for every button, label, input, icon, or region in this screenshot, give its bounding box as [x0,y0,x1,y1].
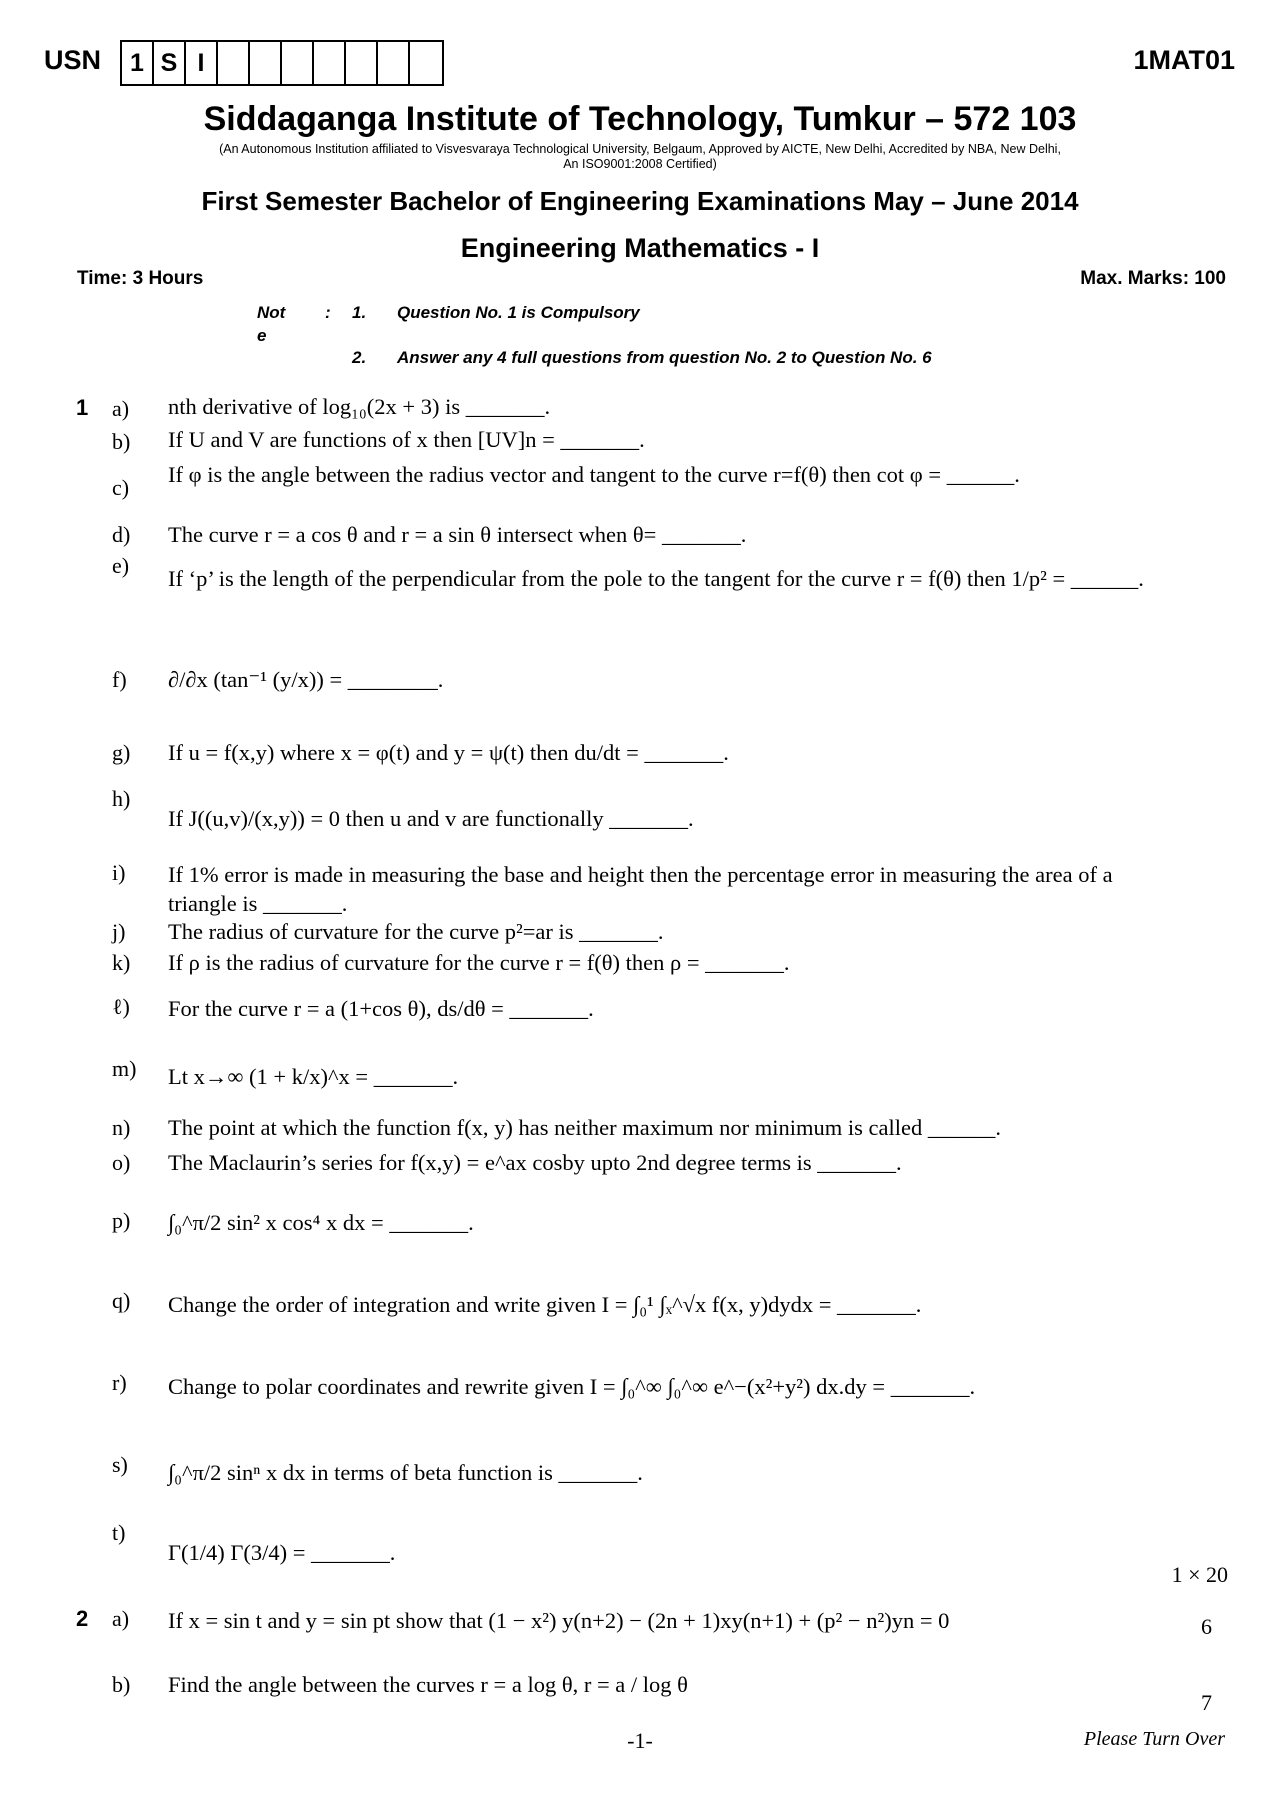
part-label: s) [112,1452,128,1477]
question-text: The radius of curvature for the curve p²=ar is _______. [168,919,664,944]
question-text: If φ is the angle between the radius vector and tangent to the curve r=f(θ) then cot φ = ______. [168,462,1020,487]
usn-box [346,42,378,84]
note-label-a: Not [257,303,286,322]
question-text: Γ(1/4) Γ(3/4) = _______. [168,1540,396,1565]
question-text: Change the order of integration and write given I = ∫₀¹ ∫ₓ^√x f(x, y)dydx = _______. [168,1292,922,1317]
question-text: The Maclaurin’s series for f(x,y) = e^ax cosby upto 2nd degree terms is _______. [168,1150,902,1175]
usn-box [250,42,282,84]
part-label: b) [112,429,131,454]
question-number: 1 [76,395,89,420]
part-label: o) [112,1150,131,1175]
usn-box [218,42,250,84]
note-item-num: 2. [352,348,367,367]
usn-box: S [154,42,186,84]
part-label: g) [112,740,131,765]
note-item-num: 1. [352,303,367,322]
question-text: If u = f(x,y) where x = φ(t) and y = ψ(t) then du/dt = _______. [168,740,729,765]
part-label: t) [112,1520,126,1545]
part-label: a) [112,1606,130,1631]
part-label: m) [112,1056,137,1081]
institute-note [100,142,1180,172]
note-colon: : [325,303,331,322]
part-label: e) [112,553,130,578]
note-item-text: Answer any 4 full questions from question No. 2 to Question No. 6 [397,348,932,367]
part-label: j) [112,919,126,944]
part-label: n) [112,1115,131,1140]
marks: 7 [1201,1690,1212,1715]
part-label: p) [112,1208,131,1233]
part-label: i) [112,860,126,885]
question-text: Change to polar coordinates and rewrite given I = ∫₀^∞ ∫₀^∞ e^−(x²+y²) dx.dy = _______. [168,1374,976,1399]
usn-box [378,42,410,84]
part-label: k) [112,950,131,975]
usn-label: USN [44,45,102,75]
please-turn-over: Please Turn Over [1083,1728,1225,1750]
marks: 1 × 20 [1171,1562,1228,1587]
part-label: a) [112,396,130,421]
usn-box [314,42,346,84]
question-text: If ρ is the radius of curvature for the curve r = f(θ) then ρ = _______. [168,950,790,975]
part-label: r) [112,1370,127,1395]
part-label: q) [112,1288,131,1313]
question-text: If x = sin t and y = sin pt show that (1 − x²) y(n+2) − (2n + 1)xy(n+1) + (p² − n²)yn = 0 [168,1608,950,1633]
marks: 6 [1201,1614,1212,1639]
institute-note-line1: (An Autonomous Institution affiliated to Visvesvaraya Technological University, Belgaum, Approved by AICTE, New Delhi, Accredited by NBA, New Delhi, [219,142,1061,156]
subject-title: Engineering Mathematics - I [460,233,820,263]
exam-time: Time: 3 Hours [77,268,204,289]
question-text: For the curve r = a (1+cos θ), ds/dθ = _______. [168,996,594,1021]
part-label: d) [112,522,131,547]
note-item-text: Question No. 1 is Compulsory [397,303,640,322]
usn-box [282,42,314,84]
max-marks: Max. Marks: 100 [1080,268,1226,289]
part-label: h) [112,786,131,811]
question-text: Find the angle between the curves r = a log θ, r = a / log θ [168,1672,688,1697]
part-label: f) [112,667,127,692]
page-number: -1- [627,1728,653,1753]
note-label-b: e [257,326,267,345]
paper-code: 1MAT01 [1133,45,1235,75]
institute-name: Siddaganga Institute of Technology, Tumkur – 572 103 [203,100,1077,138]
usn-boxes [120,40,444,86]
usn-box: I [186,42,218,84]
part-label: c) [112,475,130,500]
question-number: 2 [76,1606,89,1631]
question-text: ∫₀^π/2 sin² x cos⁴ x dx = _______. [168,1210,474,1235]
question-text: If J((u,v)/(x,y)) = 0 then u and v are functionally _______. [168,806,694,831]
usn-box: 1 [122,42,154,84]
question-text: If ‘p’ is the length of the perpendicular from the pole to the tangent for the curve r = f(θ) then 1/p² = ______. [168,566,1144,591]
question-text: If 1% error is made in measuring the base and height then the percentage error in measuring the area of a triangle is _______. [168,862,1113,916]
part-label: ℓ) [112,994,130,1019]
institute-note-line2: An ISO9001:2008 Certified) [563,157,717,171]
part-label: b) [112,1672,131,1697]
question-text: The point at which the function f(x, y) has neither maximum nor minimum is called ______. [168,1115,1001,1140]
question-text: ∫₀^π/2 sinⁿ x dx in terms of beta function is _______. [168,1460,643,1485]
question-text: The curve r = a cos θ and r = a sin θ intersect when θ= _______. [168,522,747,547]
question-text: If U and V are functions of x then [UV]n = _______. [168,427,645,452]
question-text: nth derivative of log₁₀(2x + 3) is _______. [168,394,551,419]
exam-title: First Semester Bachelor of Engineering Examinations May – June 2014 [201,186,1079,216]
question-text: Lt x→∞ (1 + k/x)^x = _______. [168,1064,459,1089]
usn-box [410,42,442,84]
question-text: ∂/∂x (tan⁻¹ (y/x)) = ________. [168,667,444,692]
